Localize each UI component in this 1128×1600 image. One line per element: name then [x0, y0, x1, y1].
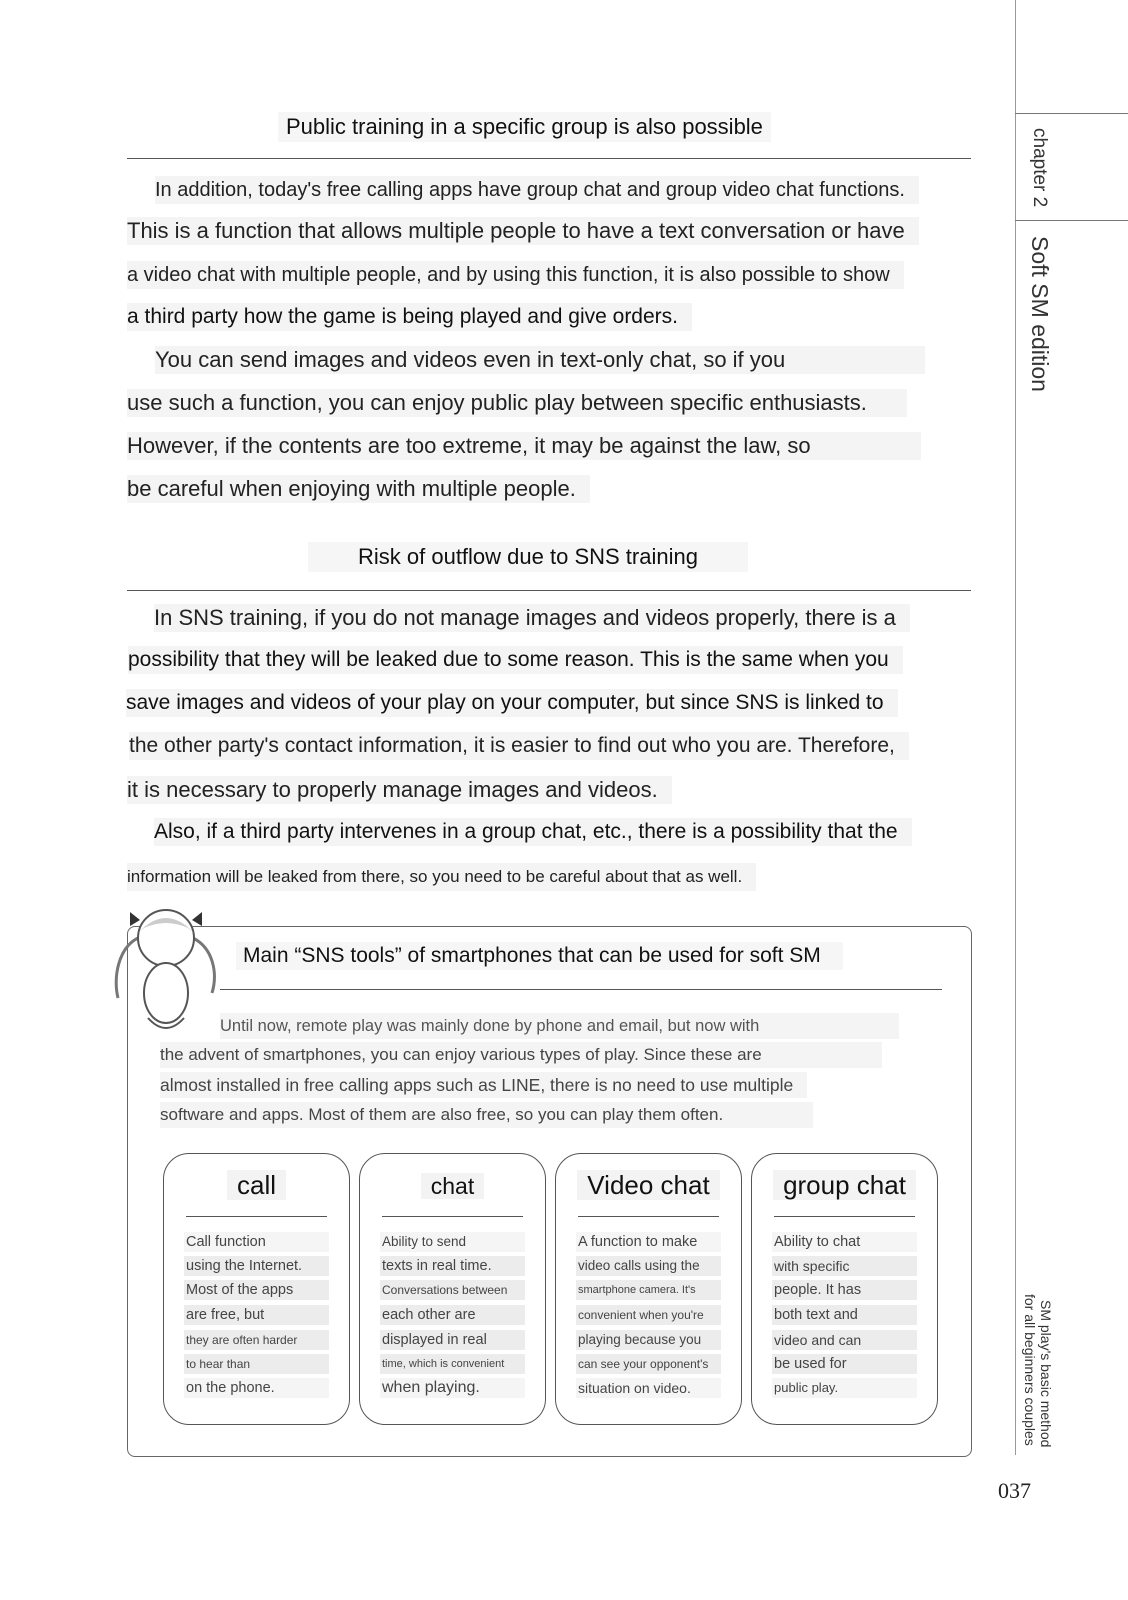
- card-line: texts in real time.: [380, 1256, 525, 1276]
- book-title-line2: for all beginners couples: [1022, 1294, 1038, 1446]
- card-line: are free, but: [184, 1305, 329, 1325]
- card-line: can see your opponent's: [576, 1354, 721, 1374]
- section2-line: the other party's contact information, it is easier to find out who you are. Therefore,: [129, 732, 909, 760]
- card-line: situation on video.: [576, 1378, 721, 1398]
- card-line: on the phone.: [184, 1378, 329, 1398]
- page-number: 037: [998, 1478, 1031, 1503]
- section2-rule: [127, 590, 971, 591]
- section2-line: In SNS training, if you do not manage images and videos properly, there is a: [154, 604, 910, 632]
- section2-line: save images and videos of your play on your computer, but since SNS is linked to: [126, 689, 898, 717]
- card-line: smartphone camera. It's: [576, 1280, 721, 1300]
- box-title: Main “SNS tools” of smartphones that can be used for soft SM: [236, 942, 843, 970]
- section1-line: However, if the contents are too extreme, it may be against the law, so: [127, 432, 921, 460]
- edition-label: Soft SM edition: [1027, 236, 1053, 392]
- card-line: Conversations between: [380, 1280, 525, 1300]
- box-intro-line: almost installed in free calling apps such as LINE, there is no need to use multiple: [160, 1072, 807, 1098]
- card-line: using the Internet.: [184, 1256, 329, 1276]
- section1-line: a video chat with multiple people, and by using this function, it is also possible to show: [127, 261, 904, 289]
- box-intro-line: Until now, remote play was mainly done by phone and email, but now with: [220, 1013, 899, 1039]
- box-title-rule: [220, 989, 942, 990]
- card-line: to hear than: [184, 1354, 329, 1374]
- card-line: time, which is convenient: [380, 1354, 525, 1374]
- card-line: video and can: [772, 1330, 917, 1350]
- section1-line: This is a function that allows multiple people to have a text conversation or have: [127, 217, 919, 245]
- tool-card-video-chat: [555, 1153, 742, 1425]
- card-line: displayed in real: [380, 1330, 525, 1350]
- section1-line: You can send images and videos even in text-only chat, so if you: [155, 346, 925, 374]
- section1-line: be careful when enjoying with multiple people.: [127, 475, 590, 503]
- card-line: playing because you: [576, 1330, 721, 1350]
- sidebar-rule: [1015, 220, 1128, 221]
- box-intro-line: software and apps. Most of them are also free, so you can play them often.: [160, 1102, 813, 1128]
- section1-line: In addition, today's free calling apps have group chat and group video chat functions.: [155, 176, 919, 204]
- card-line: they are often harder: [184, 1330, 329, 1350]
- section2-line: it is necessary to properly manage images and videos.: [127, 776, 672, 804]
- section2-title: Risk of outflow due to SNS training: [308, 542, 748, 572]
- tool-card-group-chat: [751, 1153, 938, 1425]
- section2-line: Also, if a third party intervenes in a group chat, etc., there is a possibility that the: [154, 818, 912, 846]
- sidebar-rule: [1015, 113, 1128, 114]
- card-line: Ability to chat: [772, 1232, 917, 1252]
- card-line: each other are: [380, 1305, 525, 1325]
- card-line: video calls using the: [576, 1256, 721, 1276]
- card-line: when playing.: [380, 1378, 525, 1398]
- card-line: convenient when you're: [576, 1305, 721, 1325]
- card-line: both text and: [772, 1305, 917, 1325]
- section1-rule: [127, 158, 971, 159]
- character-illustration: [108, 898, 223, 1043]
- card-title: Video chat: [577, 1170, 719, 1200]
- card-line: public play.: [772, 1378, 917, 1398]
- chapter-label: chapter 2: [1029, 128, 1050, 208]
- card-line: A function to make: [576, 1232, 721, 1252]
- card-line: Call function: [184, 1232, 329, 1252]
- tool-card-call: [163, 1153, 350, 1425]
- box-intro-line: the advent of smartphones, you can enjoy various types of play. Since these are: [160, 1042, 882, 1068]
- section2-line: information will be leaked from there, so you need to be careful about that as well.: [127, 863, 756, 891]
- sidebar-divider: [1015, 0, 1016, 1455]
- section1-line: use such a function, you can enjoy public play between specific enthusiasts.: [127, 389, 907, 417]
- card-line: with specific: [772, 1256, 917, 1276]
- card-line: Most of the apps: [184, 1280, 329, 1300]
- section1-title: Public training in a specific group is also possible: [278, 112, 771, 142]
- card-line: be used for: [772, 1354, 917, 1374]
- card-title: call: [227, 1170, 286, 1200]
- book-title-line1: SM play's basic method: [1038, 1300, 1054, 1448]
- card-title: group chat: [773, 1170, 916, 1200]
- card-line: people. It has: [772, 1280, 917, 1300]
- tool-card-chat: [359, 1153, 546, 1425]
- card-line: Ability to send: [380, 1232, 525, 1252]
- card-title: chat: [421, 1173, 484, 1199]
- section2-line: possibility that they will be leaked due to some reason. This is the same when you: [128, 646, 903, 674]
- section1-line: a third party how the game is being played and give orders.: [127, 303, 692, 331]
